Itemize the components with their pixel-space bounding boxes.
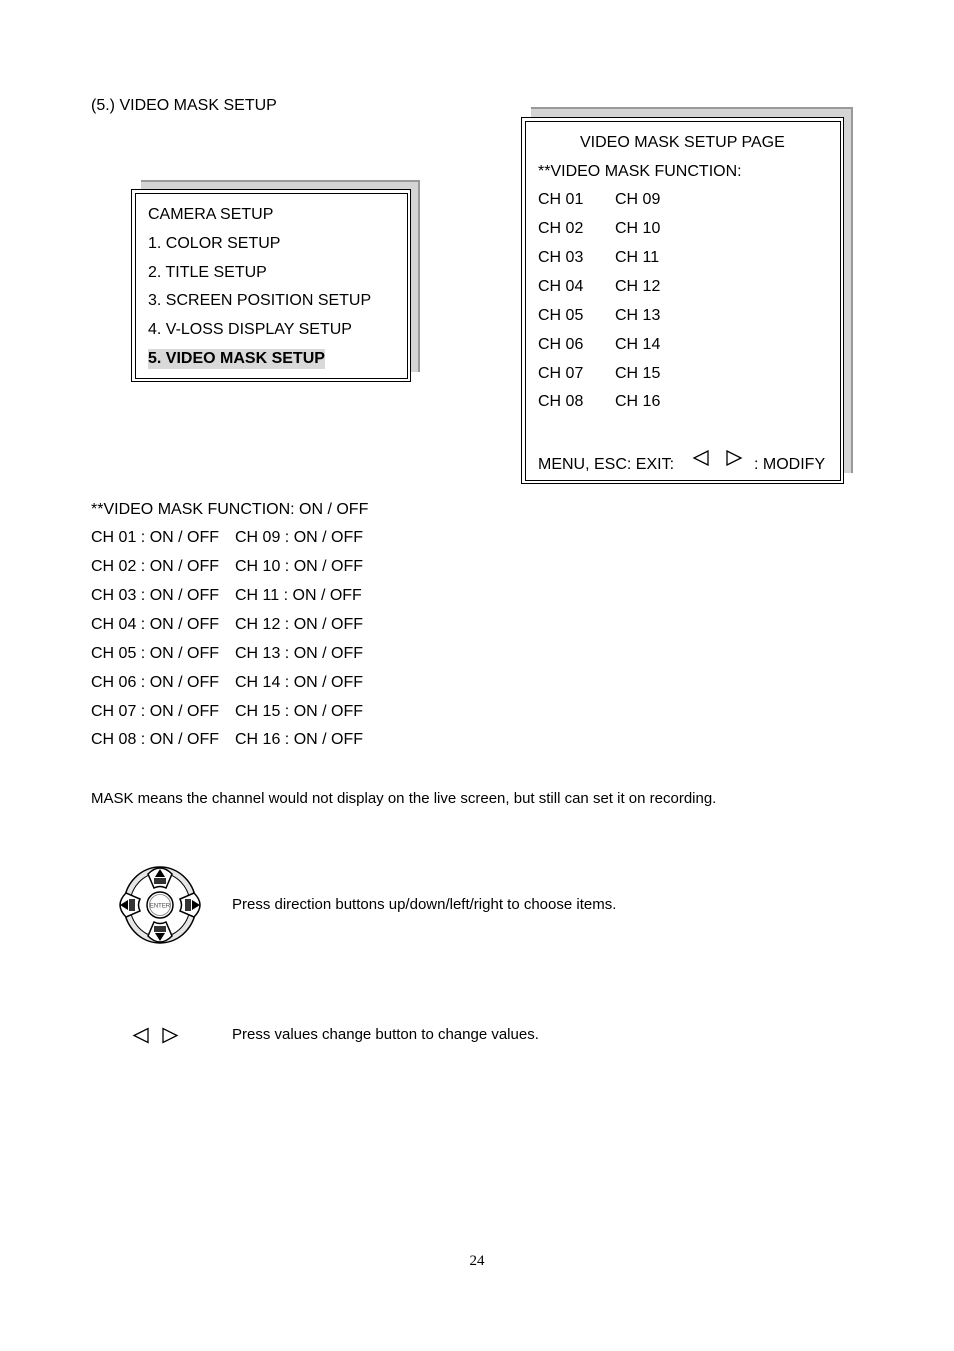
page-channel-right: CH 15 bbox=[615, 365, 661, 382]
channel-option-left: CH 05 : ON / OFF bbox=[91, 645, 220, 662]
menu-item-vloss-display-setup: 4. V-LOSS DISPLAY SETUP bbox=[148, 321, 352, 338]
footer-exit-label: MENU, ESC: EXIT: bbox=[538, 456, 675, 473]
mask-description: MASK means the channel would not display on the live screen, but still can set it on recording. bbox=[91, 790, 717, 807]
page-channel-left: CH 04 bbox=[538, 278, 584, 295]
menu-item-title-setup: 2. TITLE SETUP bbox=[148, 264, 267, 281]
section-title: (5.) VIDEO MASK SETUP bbox=[91, 97, 277, 114]
menu-item-screen-position-setup: 3. SCREEN POSITION SETUP bbox=[148, 292, 372, 309]
direction-pad-icon bbox=[112, 860, 208, 950]
menu-item-camera-setup: CAMERA SETUP bbox=[148, 206, 274, 223]
channel-option-right: CH 16 : ON / OFF bbox=[235, 731, 364, 748]
channel-option-left: CH 06 : ON / OFF bbox=[91, 674, 220, 691]
page-channel-right: CH 12 bbox=[615, 278, 661, 295]
page-channel-left: CH 05 bbox=[538, 307, 584, 324]
left-triangle-icon bbox=[692, 450, 710, 466]
channel-option-left: CH 03 : ON / OFF bbox=[91, 587, 220, 604]
channel-option-right: CH 10 : ON / OFF bbox=[235, 558, 364, 575]
right-triangle-icon bbox=[725, 450, 743, 466]
channel-option-right: CH 11 : ON / OFF bbox=[235, 587, 362, 604]
channel-option-right: CH 09 : ON / OFF bbox=[235, 529, 364, 546]
function-options-line: **VIDEO MASK FUNCTION: ON / OFF bbox=[91, 501, 369, 518]
channel-option-right: CH 14 : ON / OFF bbox=[235, 674, 364, 691]
channel-option-left: CH 01 : ON / OFF bbox=[91, 529, 220, 546]
page-number: 24 bbox=[469, 1253, 485, 1269]
right-triangle-icon bbox=[161, 1027, 179, 1044]
channel-option-right: CH 15 : ON / OFF bbox=[235, 703, 364, 720]
page-channel-right: CH 13 bbox=[615, 307, 661, 324]
page-channel-right: CH 16 bbox=[615, 393, 661, 410]
value-change-description: Press values change button to change values. bbox=[232, 1026, 539, 1043]
page-title: VIDEO MASK SETUP PAGE bbox=[580, 134, 785, 151]
footer-modify-label: : MODIFY bbox=[754, 456, 826, 473]
channel-option-left: CH 08 : ON / OFF bbox=[91, 731, 220, 748]
channel-option-left: CH 02 : ON / OFF bbox=[91, 558, 220, 575]
page-channel-left: CH 08 bbox=[538, 393, 584, 410]
channel-option-right: CH 13 : ON / OFF bbox=[235, 645, 364, 662]
menu-item-color-setup: 1. COLOR SETUP bbox=[148, 235, 281, 252]
page-channel-left: CH 01 bbox=[538, 191, 584, 208]
page-channel-left: CH 06 bbox=[538, 336, 584, 353]
page-channel-left: CH 02 bbox=[538, 220, 584, 237]
channel-option-left: CH 07 : ON / OFF bbox=[91, 703, 220, 720]
page-channel-right: CH 10 bbox=[615, 220, 661, 237]
menu-item-video-mask-setup-selected: 5. VIDEO MASK SETUP bbox=[148, 350, 325, 367]
page-channel-right: CH 11 bbox=[615, 249, 660, 266]
function-label: **VIDEO MASK FUNCTION: bbox=[538, 163, 742, 180]
left-triangle-icon bbox=[132, 1027, 150, 1044]
direction-buttons-description: Press direction buttons up/down/left/right to choose items. bbox=[232, 896, 617, 913]
page-channel-right: CH 09 bbox=[615, 191, 661, 208]
page-channel-left: CH 03 bbox=[538, 249, 584, 266]
page-channel-right: CH 14 bbox=[615, 336, 661, 353]
channel-option-left: CH 04 : ON / OFF bbox=[91, 616, 220, 633]
page-channel-left: CH 07 bbox=[538, 365, 584, 382]
dpad-center-label: ENTER bbox=[149, 903, 171, 910]
channel-option-right: CH 12 : ON / OFF bbox=[235, 616, 364, 633]
